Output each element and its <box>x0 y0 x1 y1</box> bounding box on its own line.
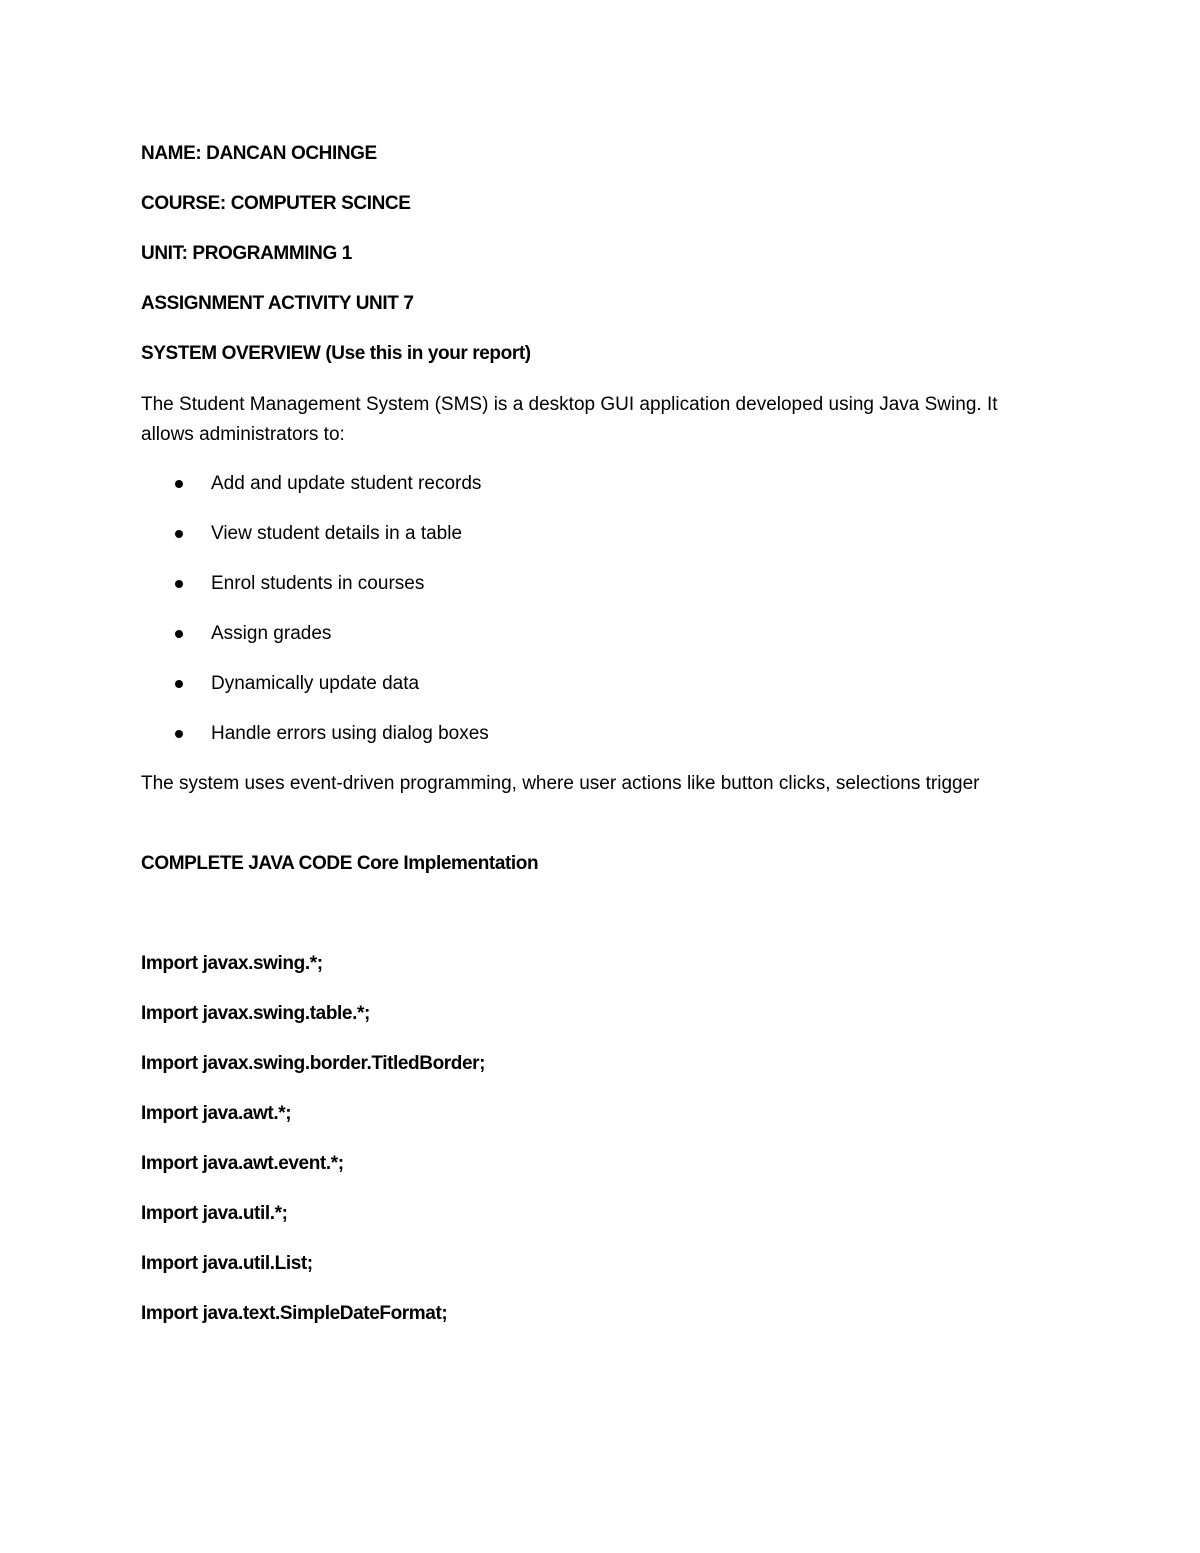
system-overview-heading: SYSTEM OVERVIEW (Use this in your report) <box>141 343 531 364</box>
code-import-line: Import javax.swing.table.*; <box>141 1003 370 1024</box>
list-item <box>141 520 1041 548</box>
list-item-text: Assign grades <box>211 623 332 644</box>
list-item <box>141 470 1041 498</box>
code-import-line: Import java.util.*; <box>141 1203 288 1224</box>
bullet-icon <box>175 530 183 538</box>
overview-closing: The system uses event-driven programming, where user actions like button clicks, selections trigger <box>141 773 980 794</box>
student-name: NAME: DANCAN OCHINGE <box>141 143 377 164</box>
list-item <box>141 620 1041 648</box>
code-import-line: Import java.text.SimpleDateFormat; <box>141 1303 448 1324</box>
list-item-text: Enrol students in courses <box>211 573 425 594</box>
bullet-icon <box>175 730 183 738</box>
bullet-icon <box>175 580 183 588</box>
list-item <box>141 570 1041 598</box>
list-item-text: View student details in a table <box>211 523 463 544</box>
bullet-icon <box>175 680 183 688</box>
code-import-line: Import javax.swing.border.TitledBorder; <box>141 1053 486 1074</box>
unit-line: UNIT: PROGRAMMING 1 <box>141 243 352 264</box>
document-body <box>141 140 1041 1350</box>
bullet-icon <box>175 630 183 638</box>
code-import-line: Import java.awt.*; <box>141 1103 292 1124</box>
code-import-line: Import java.awt.event.*; <box>141 1153 344 1174</box>
assignment-title: ASSIGNMENT ACTIVITY UNIT 7 <box>141 293 414 314</box>
list-item-text: Add and update student records <box>211 473 482 494</box>
list-item-text: Dynamically update data <box>211 673 420 694</box>
list-item <box>141 720 1041 748</box>
code-import-line: Import java.util.List; <box>141 1253 313 1274</box>
feature-list <box>141 470 1041 748</box>
list-item <box>141 670 1041 698</box>
course-line: COURSE: COMPUTER SCINCE <box>141 193 411 214</box>
overview-intro: The Student Management System (SMS) is a desktop GUI application developed using Java Swing. It allows administrators to: <box>141 394 998 445</box>
code-import-line: Import javax.swing.*; <box>141 953 323 974</box>
code-section-heading: COMPLETE JAVA CODE Core Implementation <box>141 853 539 874</box>
bullet-icon <box>175 480 183 488</box>
list-item-text: Handle errors using dialog boxes <box>211 723 489 744</box>
